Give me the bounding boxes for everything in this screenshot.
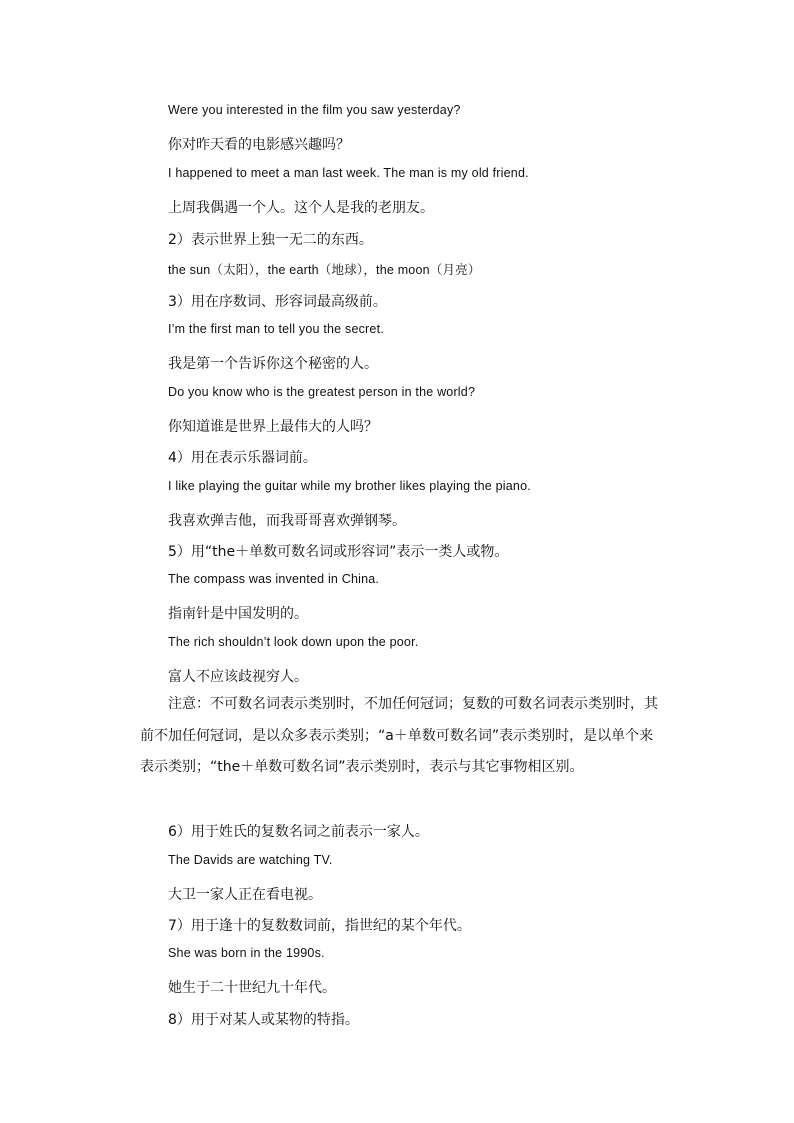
example-sentence-en: The Davids are watching TV. <box>168 853 333 867</box>
translation-zh: 你对昨天看的电影感兴趣吗？ <box>168 137 350 153</box>
rule-heading: 3）用在序数词、形容词最高级前。 <box>168 294 387 310</box>
example-sentence-en: I like playing the guitar while my brother likes playing the piano. <box>168 479 531 493</box>
example-sentence-en: The rich shouldn’t look down upon the poor. <box>168 635 419 649</box>
translation-zh: 我是第一个告诉你这个秘密的人。 <box>168 356 378 372</box>
rule-heading: 7）用于逢十的复数数词前，指世纪的某个年代。 <box>168 918 471 934</box>
example-sentence-en: I happened to meet a man last week. The man is my old friend. <box>168 166 529 180</box>
example-sentence-en: I’m the first man to tell you the secret. <box>168 322 384 336</box>
translation-zh: 你知道谁是世界上最伟大的人吗？ <box>168 419 378 435</box>
rule-heading: 4）用在表示乐器词前。 <box>168 450 317 466</box>
rule-heading: 8）用于对某人或某物的特指。 <box>168 1012 359 1028</box>
example-sentence-en: Were you interested in the film you saw yesterday? <box>168 103 461 117</box>
translation-zh: 富人不应该歧视穷人。 <box>168 669 308 685</box>
translation-zh: 上周我偶遇一个人。这个人是我的老朋友。 <box>168 200 434 216</box>
example-sentence-en: The compass was invented in China. <box>168 572 380 586</box>
note-paragraph: 注意：不可数名词表示类别时，不加任何冠词；复数的可数名词表示类别时，其前不加任何冠词，是以众多表示类别；“a＋单数可数名词”表示类别时，是以单个来表示类别；“the＋单数可数名词”表示类别时，表示与其它事物相区别。 <box>140 696 658 775</box>
rule-heading: 2）表示世界上独一无二的东西。 <box>168 232 373 248</box>
translation-zh: 我喜欢弹吉他，而我哥哥喜欢弹钢琴。 <box>168 513 406 529</box>
translation-zh: 她生于二十世纪九十年代。 <box>168 980 336 996</box>
rule-heading: 5）用“the＋单数可数名词或形容词”表示一类人或物。 <box>168 544 509 560</box>
translation-zh: 指南针是中国发明的。 <box>168 606 308 622</box>
example-sentence-en: the sun（太阳），the earth（地球），the moon（月亮） <box>168 263 481 277</box>
example-sentence-en: Do you know who is the greatest person in the world? <box>168 385 476 399</box>
rule-heading: 6）用于姓氏的复数名词之前表示一家人。 <box>168 824 429 840</box>
example-sentence-en: She was born in the 1990s. <box>168 946 325 960</box>
translation-zh: 大卫一家人正在看电视。 <box>168 887 322 903</box>
